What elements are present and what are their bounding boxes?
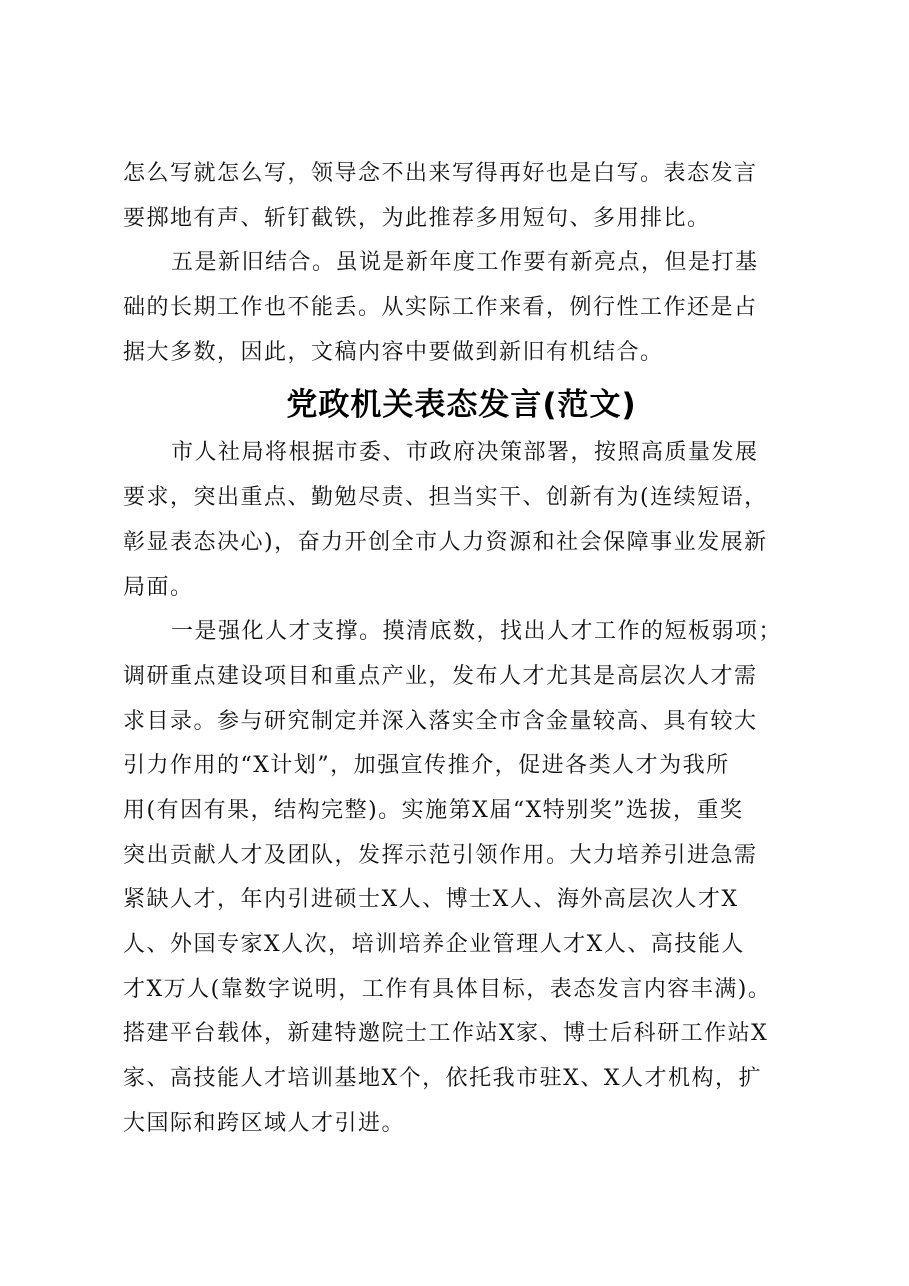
paragraph-line: 要掷地有声、斩钉截铁，为此推荐多用短句、多用排比。 (123, 205, 711, 231)
paragraph-line: 市人社局将根据市委、市政府决策部署，按照高质量发展 (171, 440, 759, 466)
document-title: 党政机关表态发言(范文) (286, 387, 637, 424)
paragraph-line: 搭建平台载体，新建特邀院士工作站X家、博士后科研工作站X (123, 1021, 769, 1047)
paragraph-line: 础的长期工作也不能丢。从实际工作来看，例行性工作还是占 (123, 295, 758, 321)
paragraph-line: 紧缺人才，年内引进硕士X人、博士X人、海外高层次人才X (123, 887, 739, 913)
paragraph-line: 用(有因有果，结构完整)。实施第X届“X特别奖”选拔，重奖 (123, 797, 744, 823)
paragraph-line: 五是新旧结合。虽说是新年度工作要有新亮点，但是打基 (171, 250, 759, 276)
paragraph-line: 突出贡献人才及团队，发挥示范引领作用。大力培养引进急需 (123, 842, 758, 868)
paragraph-line: 彰显表态决心)，奋力开创全市人力资源和社会保障事业发展新 (123, 529, 768, 555)
paragraph-line: 家、高技能人才培训基地X个，依托我市驻X、X人才机构，扩 (123, 1066, 762, 1092)
paragraph-line: 据大多数，因此，文稿内容中要做到新旧有机结合。 (123, 339, 664, 365)
paragraph-line: 才X万人(靠数字说明，工作有具体目标，表态发言内容丰满)。 (123, 976, 772, 1002)
paragraph-line: 大国际和跨区域人才引进。 (123, 1110, 406, 1136)
paragraph-line: 怎么写就怎么写，领导念不出来写得再好也是白写。表态发言 (123, 161, 758, 186)
paragraph-line: 求目录。参与研究制定并深入落实全市含金量较高、具有较大 (123, 708, 758, 734)
paragraph-line: 一是强化人才支撑。摸清底数，找出人才工作的短板弱项； (171, 619, 783, 645)
document-body (123, 152, 800, 1146)
paragraph-line: 人、外国专家X人次，培训培养企业管理人才X人、高技能人 (123, 932, 745, 957)
paragraph-line: 局面。 (123, 574, 194, 600)
paragraph-line: 引力作用的“X计划”，加强宣传推介，促进各类人才为我所 (123, 753, 730, 779)
paragraph-line: 调研重点建设项目和重点产业，发布人才尤其是高层次人才需 (123, 663, 758, 689)
paragraph-line: 要求，突出重点、勤勉尽责、担当实干、创新有为(连续短语， (123, 485, 768, 511)
